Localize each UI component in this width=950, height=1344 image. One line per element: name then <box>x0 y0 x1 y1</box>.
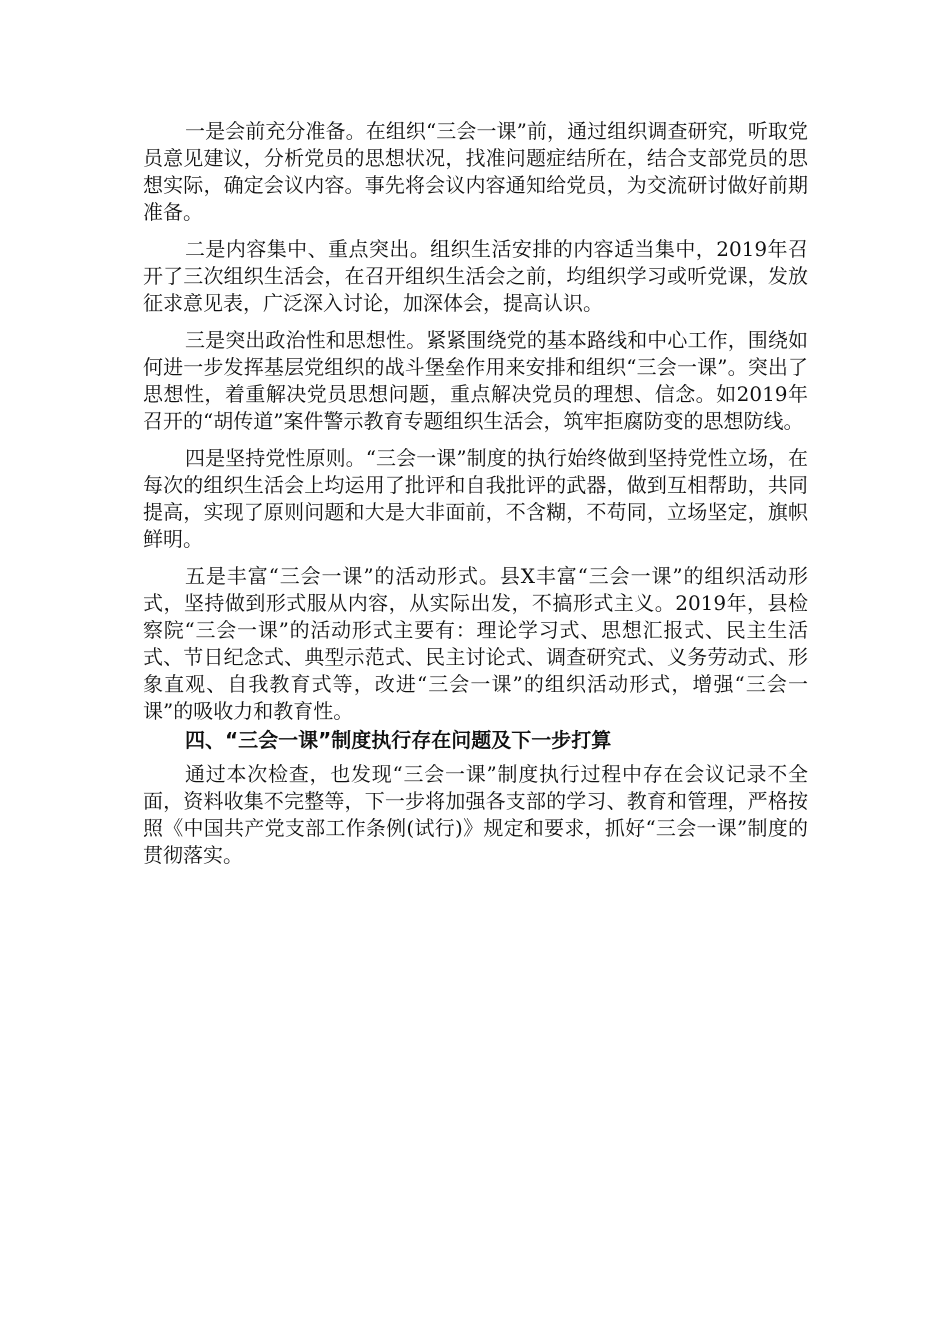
section-heading: 四、“三会一课”制度执行存在问题及下一步打算 <box>185 728 612 752</box>
paragraph-political: 三是突出政治性和思想性。紧紧围绕党的基本路线和中心工作，围绕如何进一步发挥基层党组织的战斗堡垒作用来安排和组织“三会一课”。突出了思想性，着重解决党员思想问题，重点解决党员的理想、信念。如2019年召开的“胡传道”案件警示教育专题组织生活会，筑牢拒腐防变的思想防线。 <box>143 328 808 433</box>
paragraph-principle: 四是坚持党性原则。“三会一课”制度的执行始终做到坚持党性立场，在每次的组织生活会上均运用了批评和自我批评的武器，做到互相帮助，共同提高，实现了原则问题和大是大非面前，不含糊，不苟同，立场坚定，旗帜鲜明。 <box>143 446 808 551</box>
paragraph-preparation: 一是会前充分准备。在组织“三会一课”前，通过组织调查研究，听取党员意见建议，分析党员的思想状况，找准问题症结所在，结合支部党员的思想实际，确定会议内容。事先将会议内容通知给党员，为交流研讨做好前期准备。 <box>143 119 808 224</box>
document-body <box>143 118 808 879</box>
paragraph-problems-next-steps: 通过本次检查，也发现“三会一课”制度执行过程中存在会议记录不全面，资料收集不完整等，下一步将加强各支部的学习、教育和管理，严格按照《中国共产党支部工作条例(试行)》规定和要求，抓好“三会一课”制度的贯彻落实。 <box>143 762 808 867</box>
paragraph-focus: 二是内容集中、重点突出。组织生活安排的内容适当集中，2019年召开了三次组织生活会，在召开组织生活会之前，均组织学习或听党课，发放征求意见表，广泛深入讨论，加深体会，提高认识。 <box>143 237 808 315</box>
paragraph-activity-forms: 五是丰富“三会一课”的活动形式。县X丰富“三会一课”的组织活动形式，坚持做到形式服从内容，从实际出发，不搞形式主义。2019年，县检察院“三会一课”的活动形式主要有：理论学习式、思想汇报式、民主生活式、节日纪念式、典型示范式、民主讨论式、调查研究式、义务劳动式、形象直观、自我教育式等，改进“三会一课”的组织活动形式，增强“三会一课”的吸收力和教育性。 <box>143 564 808 723</box>
